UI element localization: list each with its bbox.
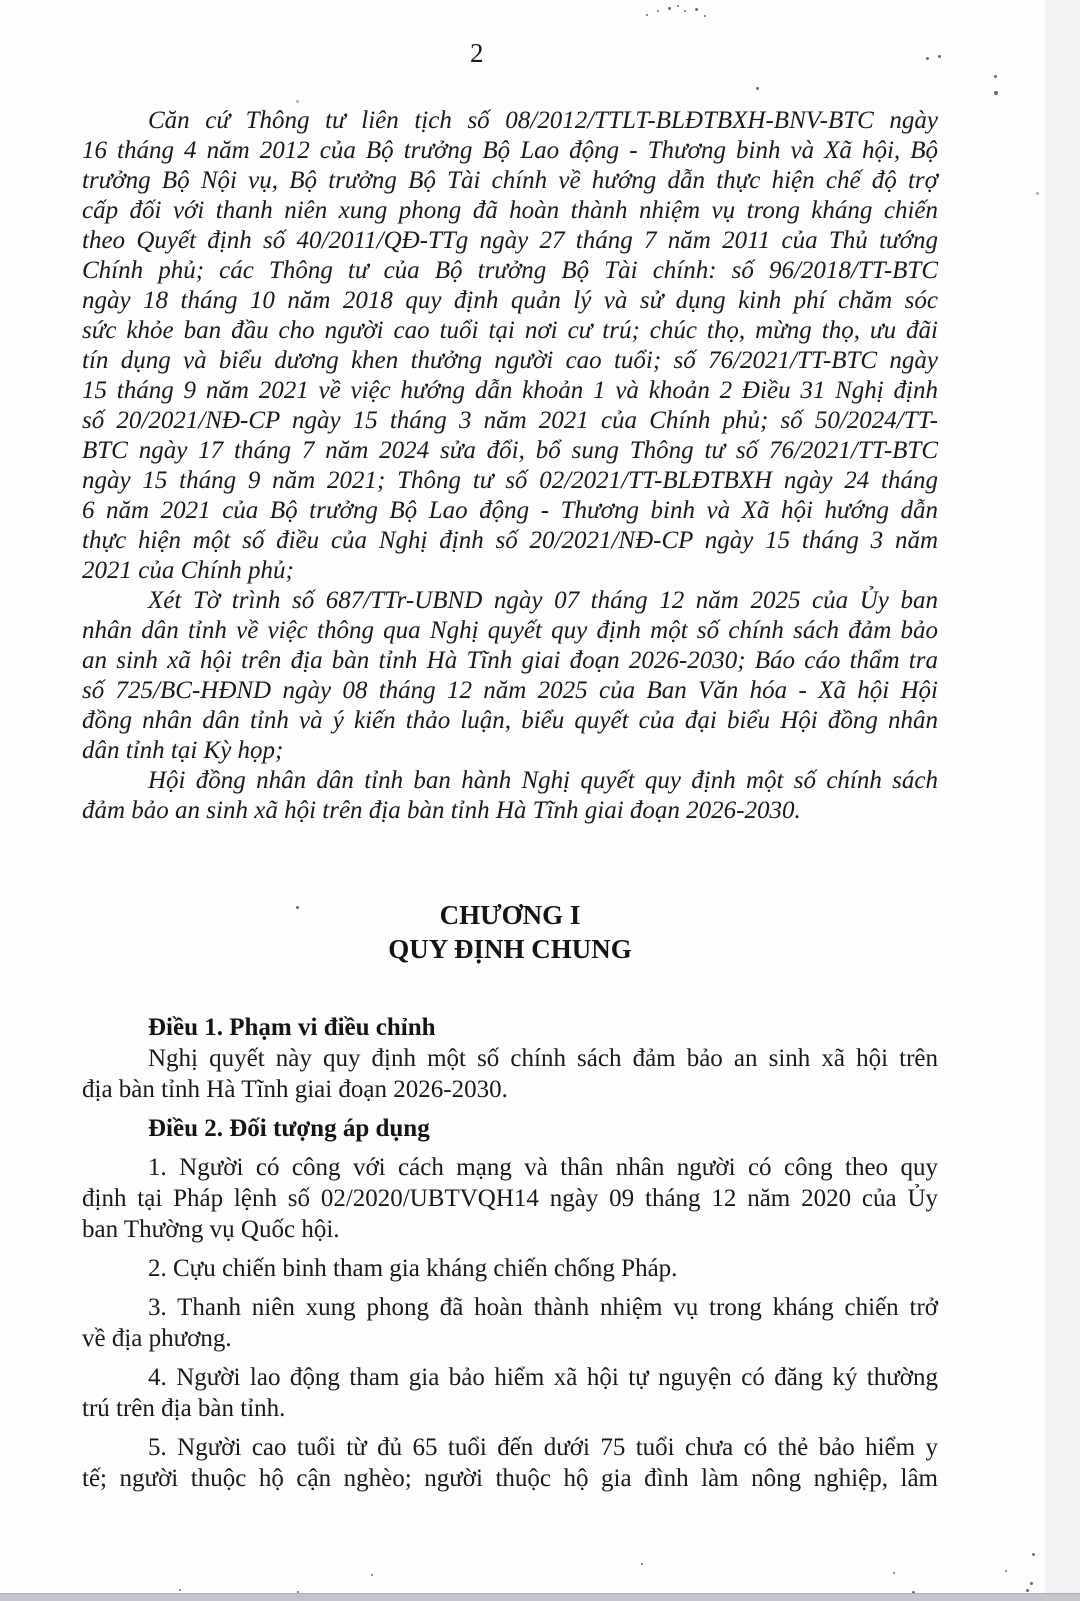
text-line: tế; người thuộc hộ cận nghèo; người thuộc hộ gia đình làm nông nghiệp, lâm xyxy=(82,1465,938,1492)
scan-speck xyxy=(926,57,929,60)
scan-speck xyxy=(657,10,659,12)
text-line: Xét Tờ trình số 687/TTr-UBND ngày 07 tháng 12 năm 2025 của Ủy ban xyxy=(148,587,938,614)
preamble-paragraph-ban-hanh xyxy=(82,766,938,826)
scan-speck xyxy=(641,1563,643,1565)
text-line: trú trên địa bàn tỉnh. xyxy=(82,1395,286,1422)
scan-speck xyxy=(1030,1582,1033,1585)
text-line: ngày 18 tháng 10 năm 2018 quy định quản lý và sử dụng kinh phí chăm sóc xyxy=(82,287,938,314)
article-2-heading: Điều 2. Đối tượng áp dụng xyxy=(148,1115,430,1142)
document-content xyxy=(82,106,938,1494)
text-line: định tại Pháp lệnh số 02/2020/UBTVQH14 ngày 09 tháng 12 năm 2020 của Ủy xyxy=(82,1185,938,1212)
text-line: dân tỉnh tại Kỳ họp; xyxy=(82,737,284,764)
scan-speck xyxy=(684,10,686,12)
scan-speck xyxy=(296,100,299,103)
scan-speck xyxy=(938,55,941,58)
scan-speck xyxy=(994,91,998,95)
text-line: tín dụng và biểu dương khen thưởng người cao tuổi; số 76/2021/TT-BTC ngày xyxy=(82,347,938,374)
chapter-label: CHƯƠNG I xyxy=(439,900,581,930)
scan-speck xyxy=(994,75,997,78)
text-line: an sinh xã hội trên địa bàn tỉnh Hà Tĩnh giai đoạn 2026-2030; Báo cáo thẩm tra xyxy=(82,647,938,674)
text-line: 2. Cựu chiến binh tham gia kháng chiến chống Pháp. xyxy=(148,1255,678,1282)
article-2-item-2 xyxy=(82,1253,938,1284)
text-line: sức khỏe ban đầu cho người cao tuổi tại nơi cư trú; chúc thọ, mừng thọ, ưu đãi xyxy=(82,317,938,344)
article-2-item-3 xyxy=(82,1292,938,1354)
text-line: cấp đối với thanh niên xung phong đã hoàn thành nhiệm vụ trong kháng chiến xyxy=(82,197,938,224)
text-line: Nghị quyết này quy định một số chính sách đảm bảo an sinh xã hội trên xyxy=(148,1045,938,1072)
text-line: Hội đồng nhân dân tỉnh ban hành Nghị quyết quy định một số chính sách xyxy=(148,767,938,794)
text-line: ban Thường vụ Quốc hội. xyxy=(82,1216,340,1243)
text-line: 3. Thanh niên xung phong đã hoàn thành nhiệm vụ trong kháng chiến trở xyxy=(148,1294,938,1321)
text-line: 2021 của Chính phủ; xyxy=(82,557,294,584)
text-line: về địa phương. xyxy=(82,1325,232,1352)
text-line: số 725/BC-HĐND ngày 08 tháng 12 năm 2025 của Ban Văn hóa - Xã hội Hội xyxy=(82,677,938,704)
scan-speck xyxy=(179,1589,181,1591)
scan-speck xyxy=(646,14,648,16)
text-line: địa bàn tỉnh Hà Tĩnh giai đoạn 2026-2030. xyxy=(82,1076,508,1103)
text-line: trưởng Bộ Nội vụ, Bộ trưởng Bộ Tài chính về hướng dẫn thực hiện chế độ trợ xyxy=(82,167,938,194)
text-line: 15 tháng 9 năm 2021 về việc hướng dẫn khoản 1 và khoản 2 Điều 31 Nghị định xyxy=(82,377,938,404)
article-2-item-5 xyxy=(82,1432,938,1494)
text-line: đảm bảo an sinh xã hội trên địa bàn tỉnh Hà Tĩnh giai đoạn 2026-2030. xyxy=(82,797,801,824)
text-line: Chính phủ; các Thông tư của Bộ trưởng Bộ Tài chính: số 96/2018/TT-BTC xyxy=(82,257,938,284)
preamble-paragraph-xet-to-trinh xyxy=(82,586,938,766)
text-line: BTC ngày 17 tháng 7 năm 2024 sửa đổi, bổ sung Thông tư số 76/2021/TT-BTC xyxy=(82,437,938,464)
text-line: theo Quyết định số 40/2011/QĐ-TTg ngày 27 tháng 7 năm 2011 của Thủ tướng xyxy=(82,227,938,254)
article-2 xyxy=(82,1113,938,1494)
scan-speck xyxy=(1005,1570,1007,1572)
text-line: đồng nhân dân tỉnh và ý kiến thảo luận, biểu quyết của đại biểu Hội đồng nhân xyxy=(82,707,938,734)
chapter-title: QUY ĐỊNH CHUNG xyxy=(388,934,632,964)
preamble-paragraph-can-cu xyxy=(82,106,938,586)
scan-speck xyxy=(371,1574,373,1576)
scan-speck xyxy=(893,1572,895,1574)
text-line: 5. Người cao tuổi từ đủ 65 tuổi đến dưới 75 tuổi chưa có thẻ bảo hiểm y xyxy=(148,1434,938,1461)
scan-speck xyxy=(1032,1553,1035,1556)
text-line: Căn cứ Thông tư liên tịch số 08/2012/TTLT-BLĐTBXH-BNV-BTC ngày xyxy=(148,107,938,134)
scan-speck xyxy=(1036,192,1039,195)
scan-speck xyxy=(756,87,759,90)
scan-speck xyxy=(704,15,706,17)
text-line: nhân dân tỉnh về việc thông qua Nghị quyết quy định một số chính sách đảm bảo xyxy=(82,617,938,644)
text-line: 16 tháng 4 năm 2012 của Bộ trưởng Bộ Lao động - Thương binh và Xã hội, Bộ xyxy=(82,137,938,164)
article-2-item-1 xyxy=(82,1152,938,1245)
article-2-item-4 xyxy=(82,1362,938,1424)
page-number: 2 xyxy=(470,38,484,68)
chapter-heading xyxy=(82,898,938,966)
scan-speck xyxy=(695,8,698,11)
text-line: thực hiện một số điều của Nghị định số 20/2021/NĐ-CP ngày 15 tháng 3 năm xyxy=(82,527,938,554)
text-line: 6 năm 2021 của Bộ trưởng Bộ Lao động - Thương binh và Xã hội hướng dẫn xyxy=(82,497,938,524)
text-line: số 20/2021/NĐ-CP ngày 15 tháng 3 năm 2021 của Chính phủ; số 50/2024/TT- xyxy=(82,407,938,434)
scan-speck xyxy=(296,906,299,909)
text-line: ngày 15 tháng 9 năm 2021; Thông tư số 02/2021/TT-BLĐTBXH ngày 24 tháng xyxy=(82,467,938,494)
text-line: 1. Người có công với cách mạng và thân nhân người có công theo quy xyxy=(148,1154,938,1181)
scan-edge-bottom xyxy=(0,1593,1080,1601)
scan-edge-right xyxy=(1045,0,1080,1601)
article-1 xyxy=(82,1012,938,1105)
scan-speck xyxy=(1026,1589,1029,1592)
article-1-heading: Điều 1. Phạm vi điều chỉnh xyxy=(148,1014,436,1041)
preamble xyxy=(82,106,938,826)
scan-speck xyxy=(668,7,671,10)
scan-speck xyxy=(677,5,679,7)
article-1-body xyxy=(82,1043,938,1105)
text-line: 4. Người lao động tham gia bảo hiểm xã hội tự nguyện có đăng ký thường xyxy=(148,1364,938,1391)
